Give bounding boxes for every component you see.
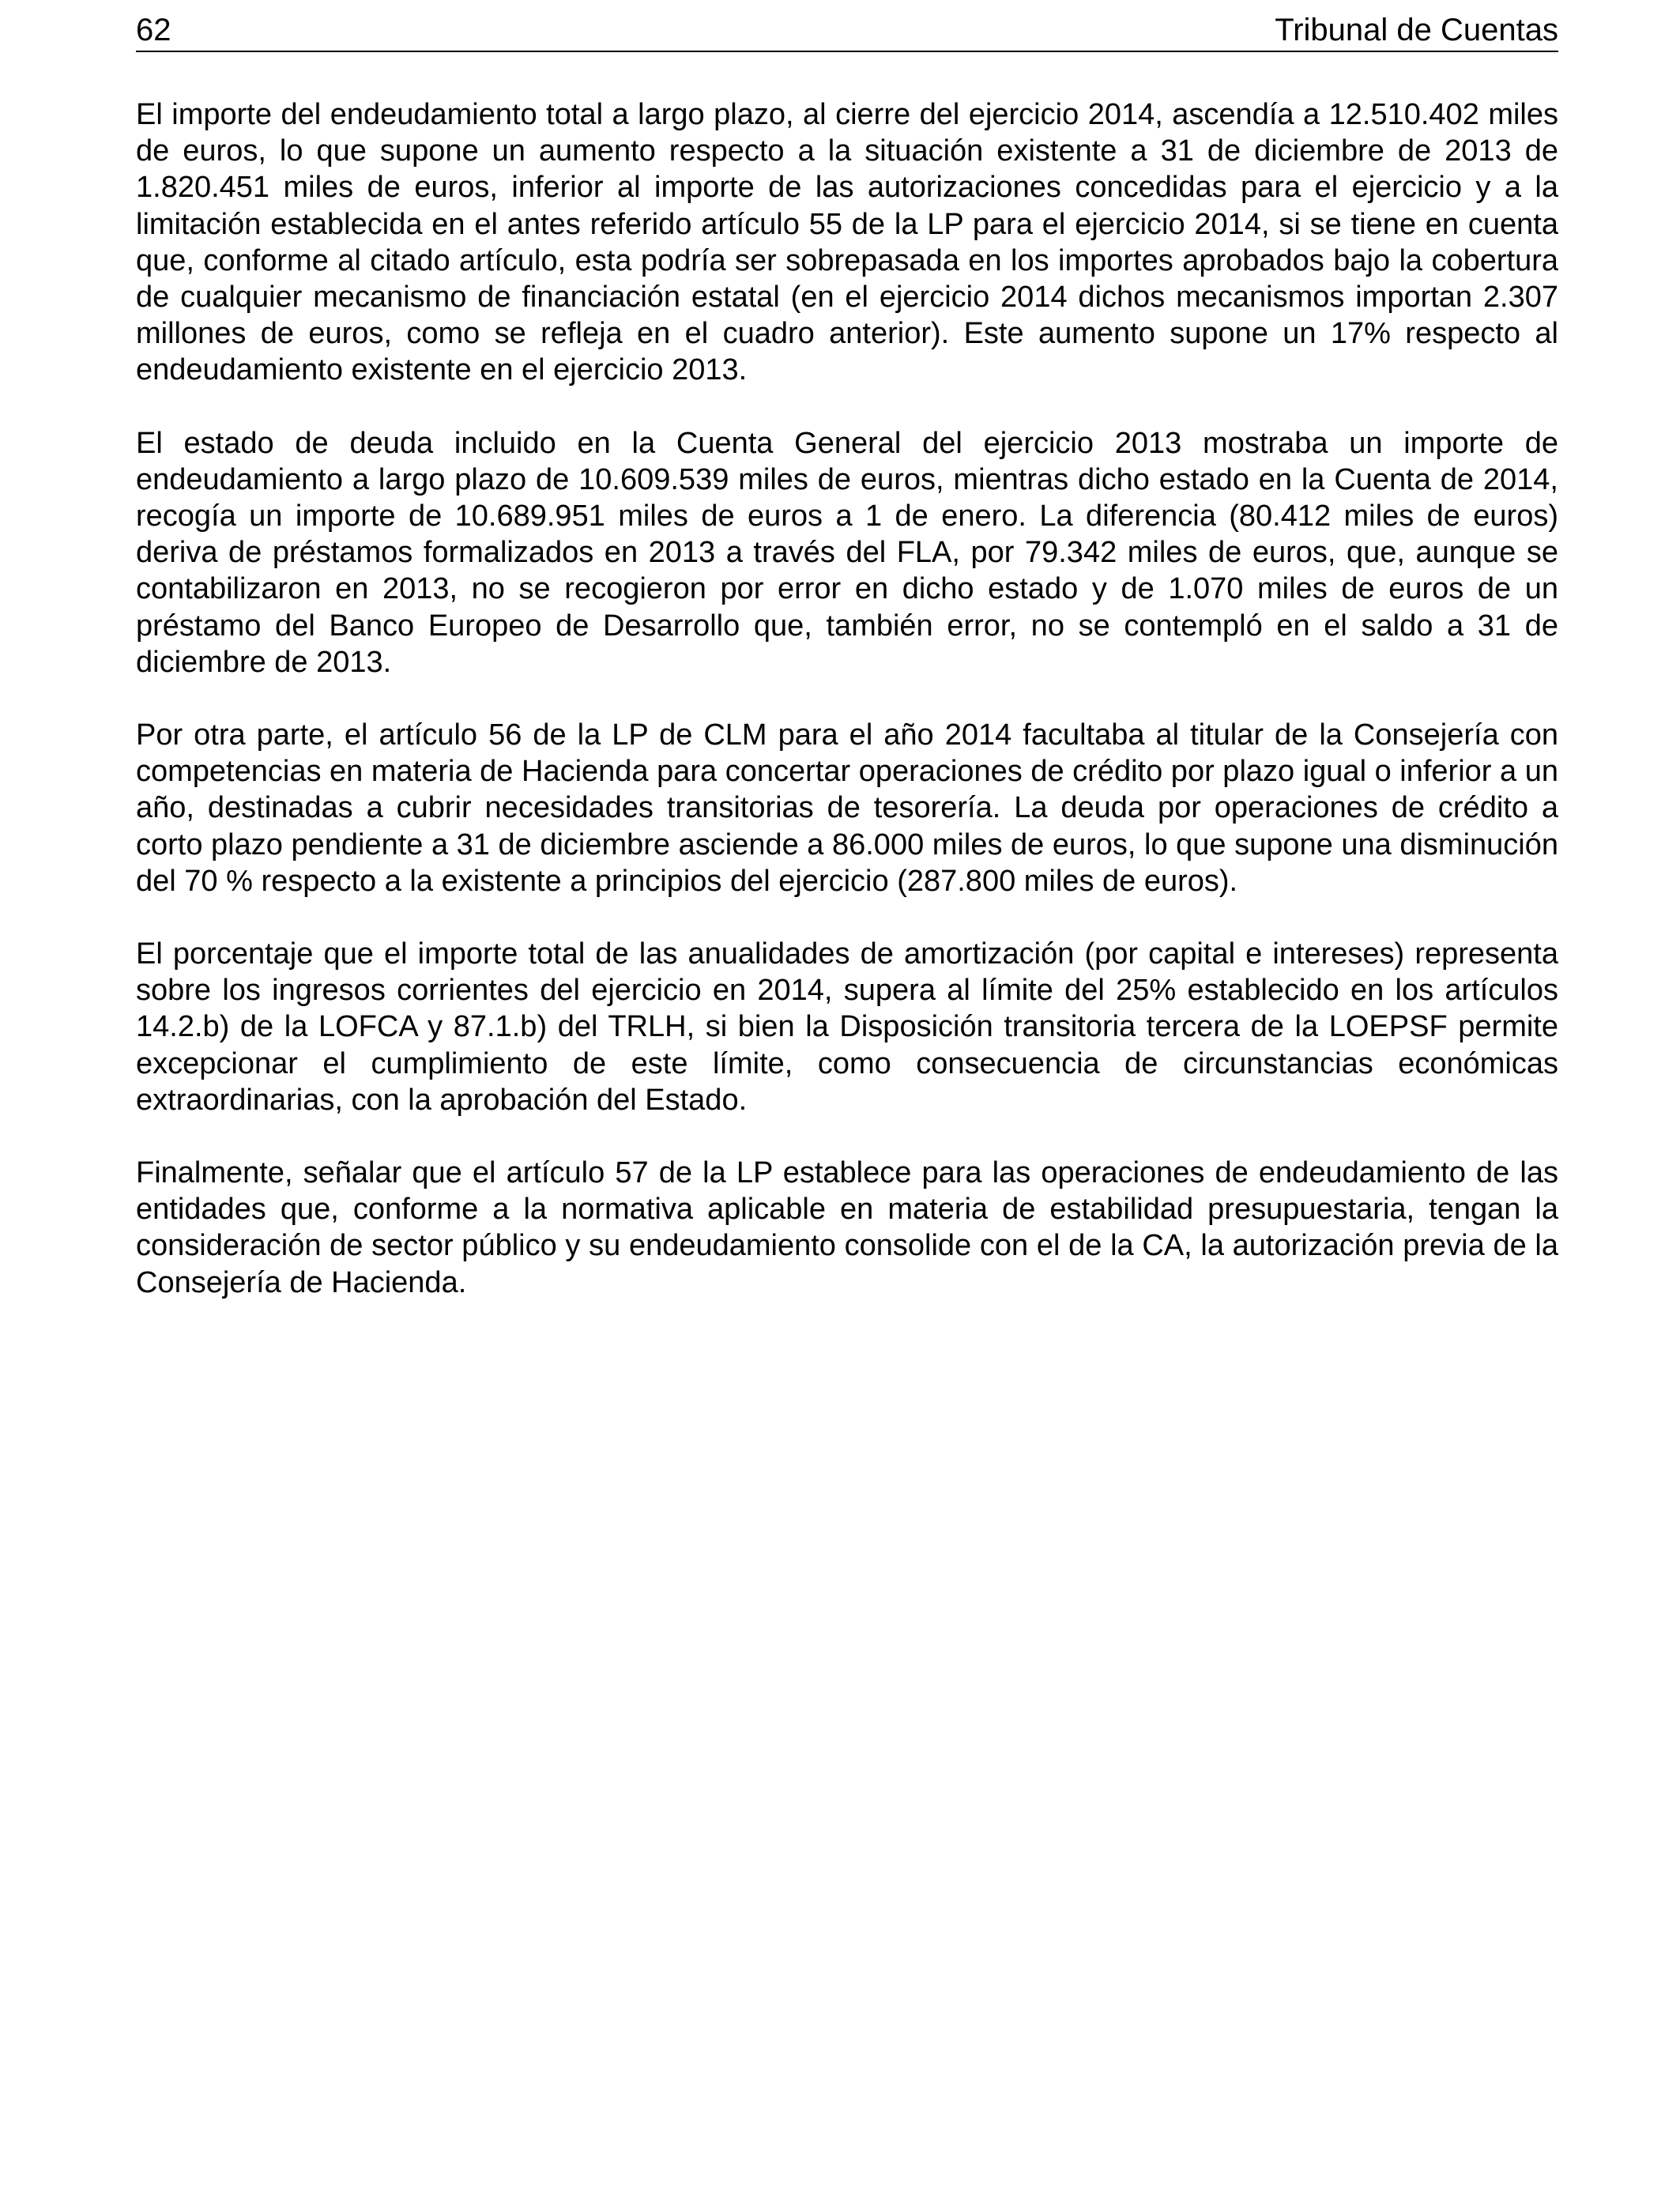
- paragraph-long-term-debt: El importe del endeudamiento total a largo plazo, al cierre del ejercicio 2014, ascendía a 12.510.402 miles de euros, lo que supone un aumento respecto a la situación existente a 31 de diciembre de 2013 de 1.820.451 miles de euros, inferior al importe de las autorizaciones concedidas para el ejercicio y a la limitación establecida en el antes referido artículo 55 de la LP para el ejercicio 2014, si se tiene en cuenta que, conforme al citado artículo, esta podría ser sobrepasada en los importes aprobados bajo la cobertura de cualquier mecanismo de financiación estatal (en el ejercicio 2014 dichos mecanismos importan 2.307 millones de euros, como se refleja en el cuadro anterior). Este aumento supone un 17% respecto al endeudamiento existente en el ejercicio 2013.: [136, 98, 1558, 387]
- paragraph-debt-statement: El estado de deuda incluido en la Cuenta General del ejercicio 2013 mostraba un importe de endeudamiento a largo plazo de 10.609.539 miles de euros, mientras dicho estado en la Cuenta de 2014, recogía un importe de 10.689.951 miles de euros a 1 de enero. La diferencia (80.412 miles de euros) deriva de préstamos formalizados en 2013 a través del FLA, por 79.342 miles de euros, que, aunque se contabilizaron en 2013, no se recogieron por error en dicho estado y de 1.070 miles de euros de un préstamo del Banco Europeo de Desarrollo que, también error, no se contempló en el saldo a 31 de diciembre de 2013.: [136, 426, 1558, 679]
- paragraph-amortization-limit: El porcentaje que el importe total de las anualidades de amortización (por capital e intereses) representa sobre los ingresos corrientes del ejercicio en 2014, supera al límite del 25% establecido en los artículos 14.2.b) de la LOFCA y 87.1.b) del TRLH, si bien la Disposición transitoria tercera de la LOEPSF permite excepcionar el cumplimiento de este límite, como consecuencia de circunstancias económicas extraordinarias, con la aprobación del Estado.: [136, 937, 1558, 1117]
- paragraph-public-sector-entities: Finalmente, señalar que el artículo 57 de la LP establece para las operaciones de endeudamiento de las entidades que, conforme a la normativa aplicable en materia de estabilidad presupuestaria, tengan la consideración de sector público y su endeudamiento consolide con el de la CA, la autorización previa de la Consejería de Hacienda.: [136, 1156, 1558, 1299]
- document-body: [136, 96, 1558, 1337]
- page-number: 62: [136, 13, 171, 47]
- page-header: [136, 11, 1558, 52]
- running-title: Tribunal de Cuentas: [1275, 13, 1558, 47]
- paragraph-short-term-credit: Por otra parte, el artículo 56 de la LP de CLM para el año 2014 facultaba al titular de la Consejería con competencias en materia de Hacienda para concertar operaciones de crédito por plazo igual o inferior a un año, destinadas a cubrir necesidades transitorias de tesorería. La deuda por operaciones de crédito a corto plazo pendiente a 31 de diciembre asciende a 86.000 miles de euros, lo que supone una disminución del 70 % respecto a la existente a principios del ejercicio (287.800 miles de euros).: [136, 718, 1558, 898]
